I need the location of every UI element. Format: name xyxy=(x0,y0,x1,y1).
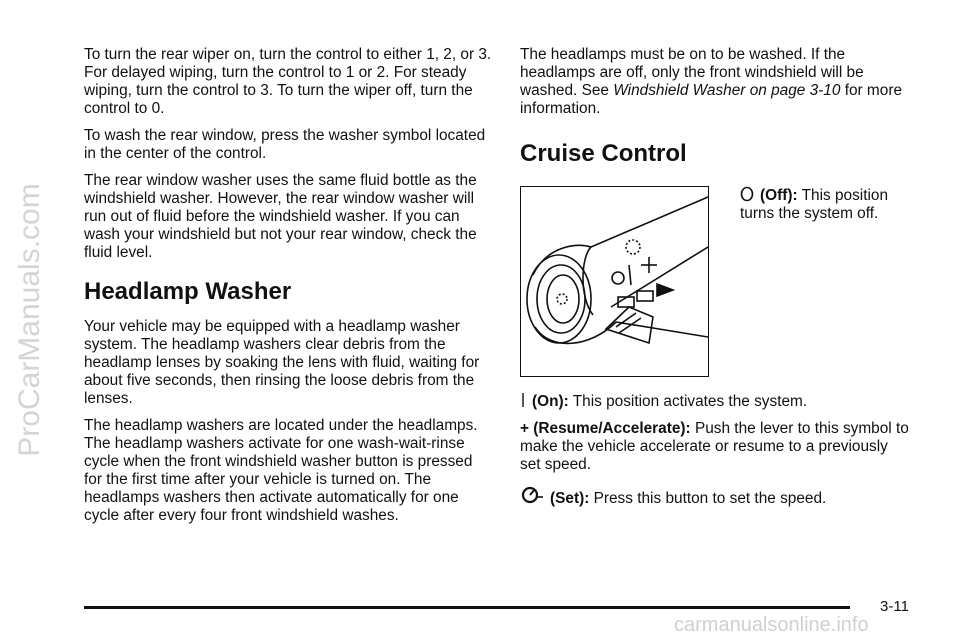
intro-text-start: The headlamps must be on to be washed. If the headlamps are off, only the front windshield will be washed. See xyxy=(520,46,864,99)
headlamp-washer-heading: Headlamp Washer xyxy=(84,278,292,305)
set-speed-icon xyxy=(520,483,544,505)
resume-term: + (Resume/Accelerate): xyxy=(520,420,691,437)
on-bar-icon xyxy=(520,392,526,408)
rear-wiper-paragraph-3: The rear window washer uses the same fluid bottle as the windshield washer. However, the rear window washer will run out of fluid before the windshield washer. If you can wash your windshield but not your rear window, check the fluid level. xyxy=(84,172,477,261)
off-circle-icon xyxy=(740,186,754,202)
bottom-watermark: carmanualsonline.info xyxy=(674,614,869,636)
off-text: This position turns the system off. xyxy=(740,187,889,222)
page-number: 3-11 xyxy=(880,598,909,615)
on-text: This position activates the system. xyxy=(568,393,808,410)
windshield-washer-reference: Windshield Washer on page 3-10 xyxy=(613,82,841,99)
headlamp-paragraph-2: The headlamp washers are located under the headlamps. The headlamp washers activate for one wash-wait-rinse cycle when the front windshield washer button is pressed for the first time after your vehicle is turned on. The headlamps washers then activate automatically for one cycle after every four front windshield washes. xyxy=(84,417,478,524)
side-watermark xyxy=(0,0,60,640)
rear-wiper-paragraph-1: To turn the rear wiper on, turn the control to either 1, 2, or 3. For delayed wiping, turn the control to 1 or 2. For steady wiping, turn the control to 3. To turn the wiper off, turn the control to 0. xyxy=(84,46,492,117)
headlamp-paragraph-1: Your vehicle may be equipped with a headlamp washer system. The headlamp washers clear debris from the headlamp lenses by soaking the lens with fluid, waiting for about five seconds, then rinsing the loose debris from the lenses. xyxy=(84,318,480,407)
side-watermark-text: ProCarManuals.com xyxy=(13,183,46,457)
resume-accelerate-description xyxy=(520,420,910,474)
set-description xyxy=(520,483,910,508)
headlamp-intro-paragraph xyxy=(520,46,910,118)
intro-text-end: for more information. xyxy=(520,82,902,117)
cruise-control-heading: Cruise Control xyxy=(520,140,687,167)
off-position-description xyxy=(740,186,910,223)
on-term: (On): xyxy=(532,393,569,410)
cruise-control-lever-illustration xyxy=(520,186,709,377)
left-column xyxy=(84,46,494,534)
set-term: (Set): xyxy=(550,490,590,507)
off-term: (Off): xyxy=(760,187,798,204)
cruise-figure-row xyxy=(520,186,910,386)
right-column xyxy=(520,46,910,517)
resume-text: Push the lever to this symbol to make the vehicle accelerate or resume to a previously set speed. xyxy=(520,420,909,473)
set-text: Press this button to set the speed. xyxy=(589,490,827,507)
rear-wiper-paragraph-2: To wash the rear window, press the washer symbol located in the center of the control. xyxy=(84,127,486,162)
on-position-description xyxy=(520,392,910,411)
footer-rule xyxy=(84,606,850,609)
